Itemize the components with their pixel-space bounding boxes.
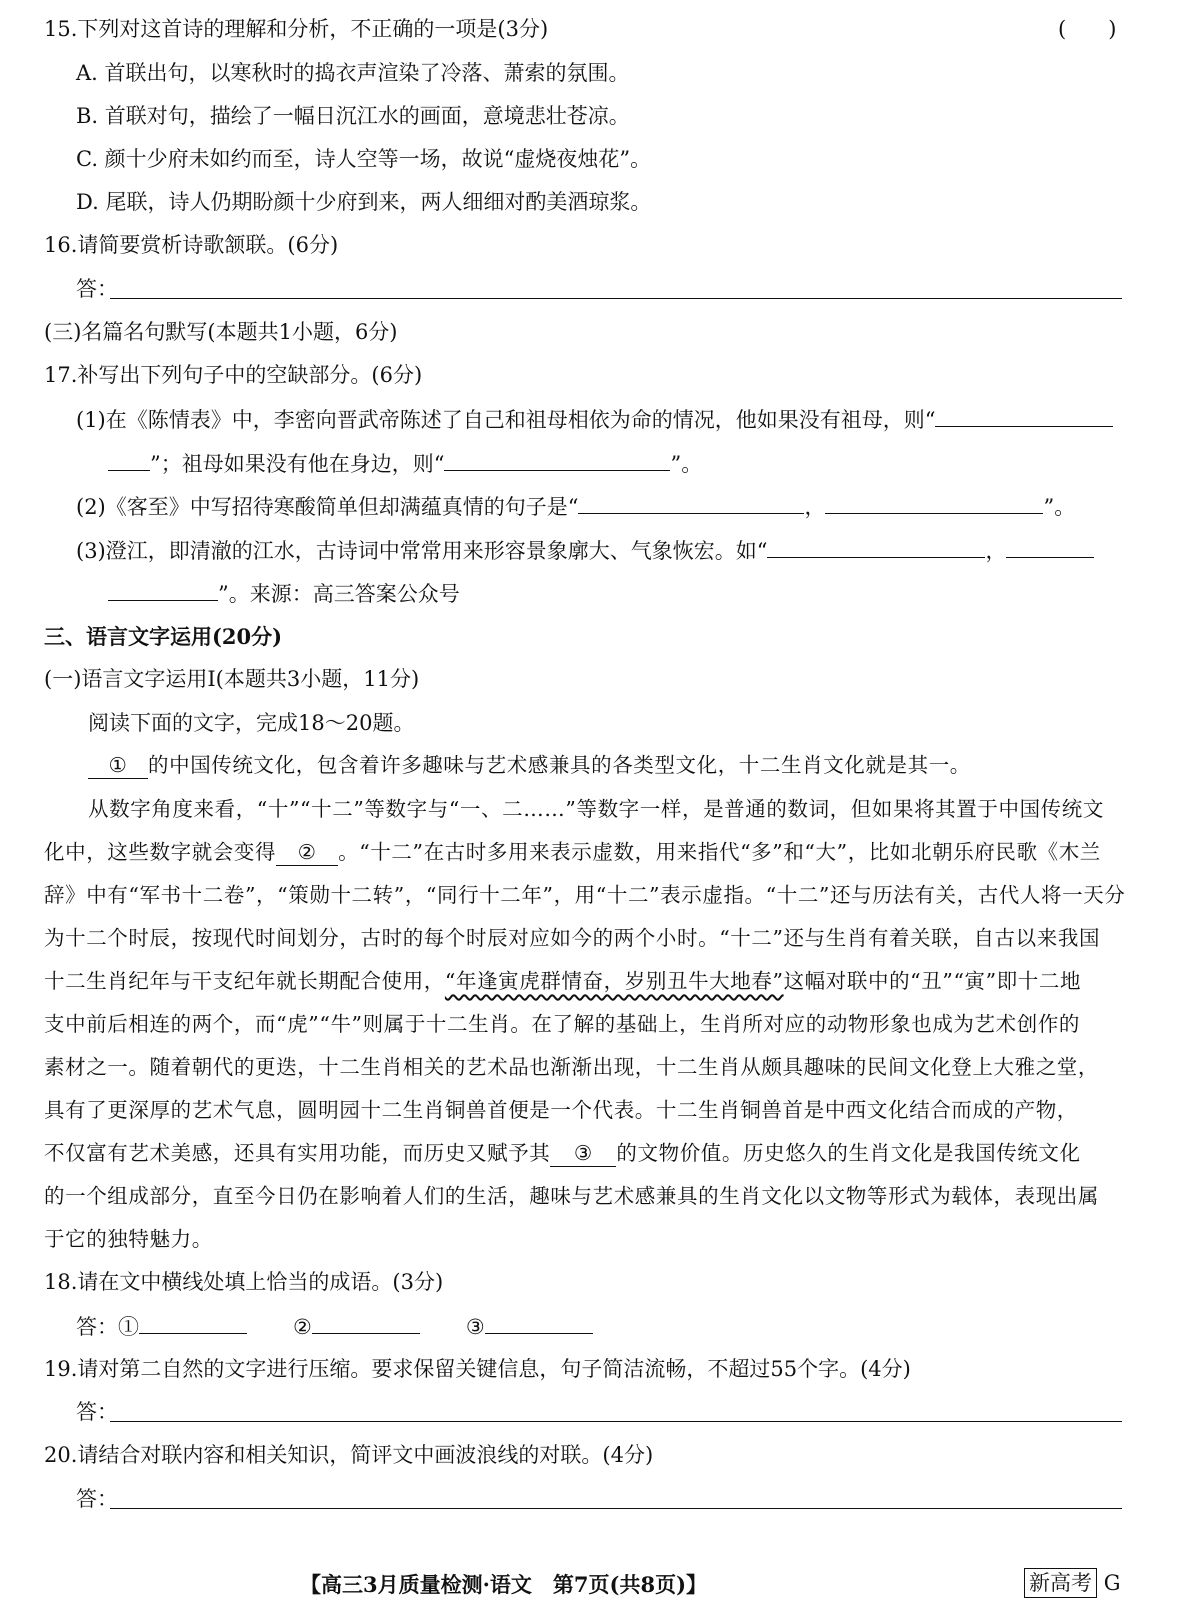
passage-line-5: 为十二个时辰，按现代时间划分，古时的每个时辰对应如今的两个小时。“十二”还与生肖有着关联，自古以来我国 bbox=[44, 926, 1101, 950]
passage-line-4: 辞》中有“军书十二卷”，“策勋十二转”，“同行十二年”，用“十二”表示虚指。“十二”还与历法有关，古代人将一天分 bbox=[44, 883, 1126, 907]
passage-line-1 bbox=[88, 750, 971, 780]
q15-option-a: A. 首联出句，以寒秋时的捣衣声渲染了冷落、萧索的氛围。 bbox=[76, 61, 630, 85]
q18-stem: 18.请在文中横线处填上恰当的成语。(3分) bbox=[44, 1270, 444, 1294]
q17-stem: 17.补写出下列句子中的空缺部分。(6分) bbox=[44, 363, 423, 387]
q17-blank-2a[interactable] bbox=[578, 491, 804, 514]
q17-blank-2b[interactable] bbox=[825, 491, 1043, 514]
footer-badge-group bbox=[1024, 1568, 1120, 1598]
q18-marker-2: ② bbox=[293, 1315, 312, 1339]
passage-text-1: 的中国传统文化，包含着许多趣味与艺术感兼具的各类型文化，十二生肖文化就是其一。 bbox=[148, 753, 971, 777]
q20-stem: 20.请结合对联内容和相关知识，简评文中画波浪线的对联。(4分) bbox=[44, 1443, 654, 1467]
passage-line-8: 素材之一。随着朝代的更迭，十二生肖相关的艺术品也渐渐出现，十二生肖从颇具趣味的民间文化登上大雅之堂， bbox=[44, 1055, 1099, 1079]
section3-heading: 三、语言文字运用(20分) bbox=[44, 624, 283, 649]
q16-answer-line[interactable] bbox=[110, 298, 1122, 299]
q16-stem: 16.请简要赏析诗歌颔联。(6分) bbox=[44, 233, 339, 257]
q17-item1-line2 bbox=[108, 448, 702, 479]
q17-item2-text-c: ”。 bbox=[1043, 495, 1076, 519]
exam-type-badge: 新高考 bbox=[1024, 1568, 1097, 1598]
passage-line-3 bbox=[44, 837, 1101, 867]
q17-item3-text-c: ”。来源：高三答案公众号 bbox=[218, 582, 460, 606]
q17-blank-1a[interactable] bbox=[935, 404, 1113, 427]
q18-blank-2[interactable] bbox=[312, 1311, 420, 1334]
q18-blank-3[interactable] bbox=[485, 1311, 593, 1334]
q18-answer-label: 答： bbox=[76, 1315, 118, 1339]
version-letter: G bbox=[1103, 1571, 1121, 1595]
passage-text-10a: 不仅富有艺术美感，还具有实用功能，而历史又赋予其 bbox=[44, 1141, 551, 1165]
q15-answer-bracket: ( ) bbox=[1058, 17, 1117, 41]
q20-answer-line[interactable] bbox=[110, 1508, 1122, 1509]
passage-line-11: 的一个组成部分，直至今日仍在影响着人们的生活，趣味与艺术感兼具的生肖文化以文物等形式为载体，表现出属 bbox=[44, 1184, 1099, 1208]
passage-text-6b: 这幅对联中的“丑”“寅”即十二地 bbox=[783, 969, 1082, 993]
q18-answers bbox=[76, 1311, 593, 1342]
reading-instruction: 阅读下面的文字，完成18～20题。 bbox=[88, 711, 415, 735]
passage-blank-1[interactable]: ① bbox=[88, 752, 148, 779]
q20-answer-label: 答： bbox=[76, 1487, 118, 1511]
passage-line-6 bbox=[44, 966, 1081, 996]
passage-line-12: 于它的独特魅力。 bbox=[44, 1227, 213, 1251]
q15-option-b: B. 首联对句，描绘了一幅日沉江水的画面，意境悲壮苍凉。 bbox=[76, 104, 630, 128]
q16-answer-label: 答： bbox=[76, 277, 118, 301]
q18-marker-1: ① bbox=[118, 1315, 139, 1339]
q17-item2-text-a: (2)《客至》中写招待寒酸简单但却满蕴真情的句子是“ bbox=[76, 495, 579, 519]
q17-item3-line1 bbox=[76, 535, 1094, 566]
q17-item3-text-b: ， bbox=[985, 539, 1007, 563]
passage-line-7: 支中前后相连的两个，而“虎”“牛”则属于十二生肖。在了解的基础上，生肖所对应的动物形象也成为艺术创作的 bbox=[44, 1012, 1081, 1036]
q17-blank-1a-cont[interactable] bbox=[108, 448, 150, 471]
passage-line-10 bbox=[44, 1138, 1081, 1168]
section3-part1-heading: (一)语言文字运用Ⅰ(本题共3小题，11分) bbox=[44, 667, 420, 691]
q17-blank-3b-cont[interactable] bbox=[108, 578, 218, 601]
section-mingpian-heading: (三)名篇名句默写(本题共1小题，6分) bbox=[44, 320, 398, 344]
q17-blank-3b[interactable] bbox=[1006, 535, 1094, 558]
q17-item1-text-c: ”。 bbox=[670, 452, 703, 476]
passage-blank-3[interactable]: ③ bbox=[550, 1140, 616, 1167]
passage-text-3a: 化中，这些数字就会变得 bbox=[44, 840, 277, 864]
passage-blank-2[interactable]: ② bbox=[276, 839, 338, 866]
passage-text-6a: 十二生肖纪年与干支纪年就长期配合使用， bbox=[44, 969, 445, 993]
q19-answer-line[interactable] bbox=[110, 1421, 1122, 1422]
passage-line-9: 具有了更深厚的艺术气息，圆明园十二生肖铜兽首便是一个代表。十二生肖铜兽首是中西文化结合而成的产物， bbox=[44, 1098, 1078, 1122]
q15-option-c: C. 颜十少府未如约而至，诗人空等一场，故说“虚烧夜烛花”。 bbox=[76, 147, 652, 171]
couplet-wavy-underline: “年逢寅虎群情奋，岁别丑牛大地春” bbox=[444, 969, 784, 993]
q19-stem: 19.请对第二自然的文字进行压缩。要求保留关键信息，句子简洁流畅，不超过55个字。(4分) bbox=[44, 1357, 911, 1381]
q19-answer-label: 答： bbox=[76, 1400, 118, 1424]
q15-stem: 15.下列对这首诗的理解和分析，不正确的一项是(3分) bbox=[44, 17, 549, 41]
q17-item3-line2 bbox=[108, 578, 460, 609]
q18-marker-3: ③ bbox=[465, 1315, 485, 1339]
page-footer: 【高三3月质量检测·语文 第7页(共8页)】 bbox=[300, 1572, 708, 1597]
q17-blank-1b[interactable] bbox=[444, 448, 670, 471]
q17-item1-text-b: ”；祖母如果没有他在身边，则“ bbox=[150, 452, 445, 476]
passage-text-10b: 的文物价值。历史悠久的生肖文化是我国传统文化 bbox=[616, 1141, 1081, 1165]
q17-item2 bbox=[76, 491, 1075, 522]
q15-option-d: D. 尾联，诗人仍期盼颜十少府到来，两人细细对酌美酒琼浆。 bbox=[76, 190, 652, 214]
q17-blank-3a[interactable] bbox=[767, 535, 985, 558]
q17-item1-text-a: (1)在《陈情表》中，李密向晋武帝陈述了自己和祖母相依为命的情况，他如果没有祖母，则“ bbox=[76, 408, 936, 432]
q17-item2-text-b: ， bbox=[804, 495, 826, 519]
q18-blank-1[interactable] bbox=[139, 1311, 247, 1334]
q17-item1-line1 bbox=[76, 404, 1113, 435]
passage-text-3b: 。“十二”在古时多用来表示虚数，用来指代“多”和“大”，比如北朝乐府民歌《木兰 bbox=[338, 840, 1101, 864]
passage-line-2: 从数字角度来看，“十”“十二”等数字与“一、二……”等数字一样，是普通的数词，但如果将其置于中国传统文 bbox=[88, 797, 1104, 821]
q17-item3-text-a: (3)澄江，即清澈的江水，古诗词中常常用来形容景象廓大、气象恢宏。如“ bbox=[76, 539, 768, 563]
